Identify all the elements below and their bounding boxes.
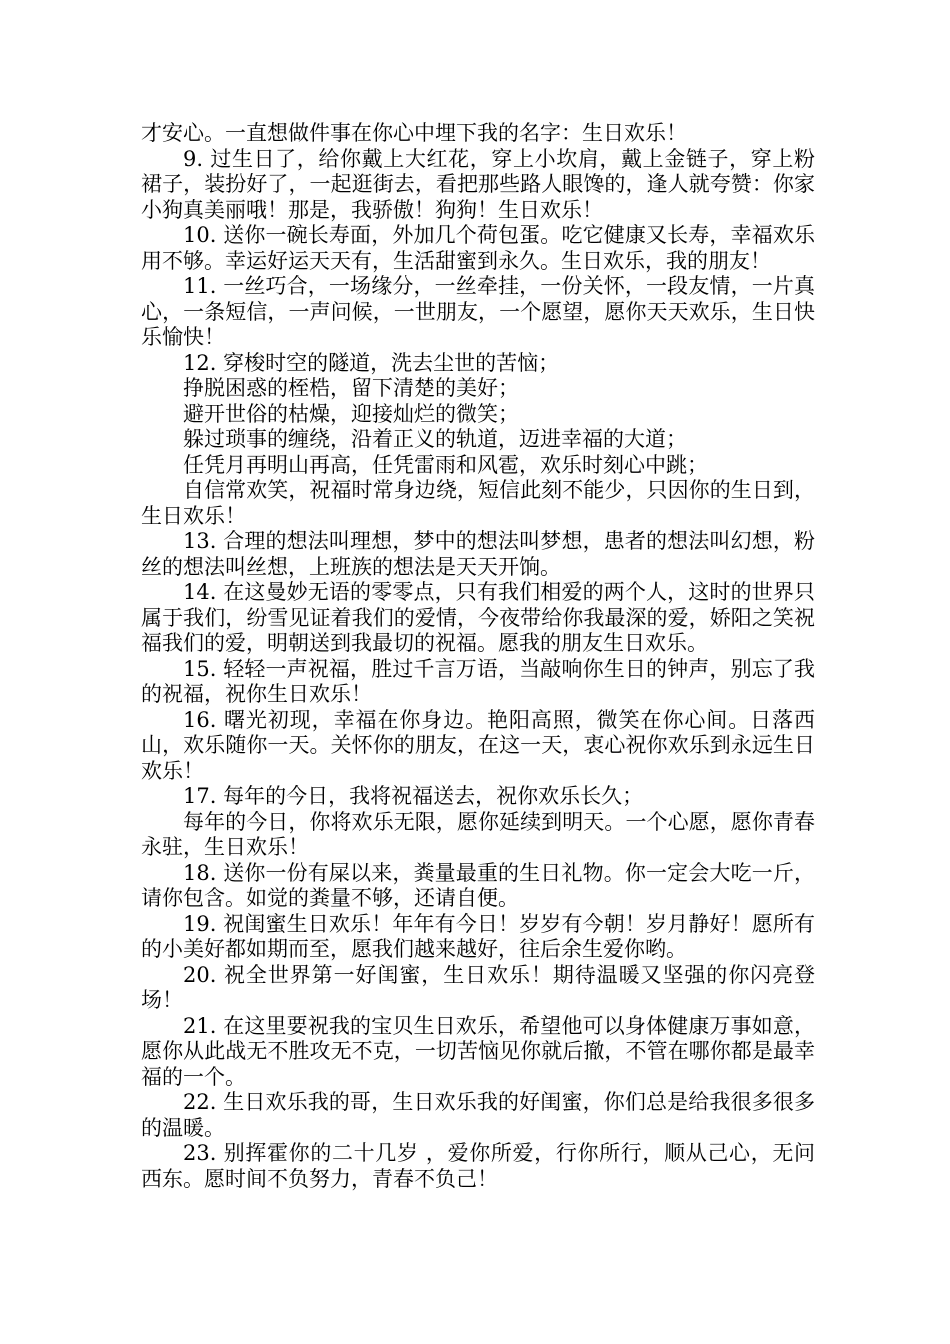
paragraph-10: 10. 送你一碗长寿面，外加几个荷包蛋。吃它健康又长寿，幸福欢乐用不够。幸运好运天天有，生活甜蜜到永久。生日欢乐，我的朋友！ xyxy=(141,223,815,273)
paragraph-12-line-2: 挣脱困惑的桎梏，留下清楚的美好； xyxy=(183,376,519,400)
paragraph-19: 19. 祝闺蜜生日欢乐！年年有今日！岁岁有今朝！岁月静好！愿所有的小美好都如期而至，愿我们越来越好，往后余生爱你哟。 xyxy=(141,911,815,961)
paragraph-14: 14. 在这曼妙无语的零零点，只有我们相爱的两个人，这时的世界只属于我们，纷雪见证着我们的爱情，今夜带给你我最深的爱，娇阳之笑祝福我们的爱，明朝送到我最切的祝福。愿我的朋友生日欢乐。 xyxy=(141,580,815,655)
paragraph-16: 16. 曙光初现，幸福在你身边。艳阳高照，微笑在你心间。日落西山，欢乐随你一天。关怀你的朋友，在这一天，衷心祝你欢乐到永远生日欢乐！ xyxy=(141,707,815,783)
paragraph-17-line-2: 每年的今日，你将欢乐无限，愿你延续到明天。一个心愿，愿你青春永驻，生日欢乐！ xyxy=(141,809,815,859)
paragraph-11: 11. 一丝巧合，一场缘分，一丝牵挂，一份关怀，一段友情，一片真心，一条短信，一声问候，一世朋友，一个愿望，愿你天天欢乐，生日快乐愉快！ xyxy=(141,274,815,349)
paragraph-13: 13. 合理的想法叫理想，梦中的想法叫梦想，患者的想法叫幻想，粉丝的想法叫丝想，上班族的想法是天天开饷。 xyxy=(141,529,815,579)
paragraph-15: 15. 轻轻一声祝福，胜过千言万语，当敲响你生日的钟声，别忘了我的祝福，祝你生日欢乐！ xyxy=(141,656,815,706)
paragraph-18: 18. 送你一份有屎以来，粪量最重的生日礼物。你一定会大吃一斤，请你包含。如觉的粪量不够，还请自便。 xyxy=(141,860,815,910)
paragraph-20: 20. 祝全世界第一好闺蜜，生日欢乐！期待温暖又坚强的你闪亮登场！ xyxy=(141,962,815,1012)
paragraph-23: 23. 别挥霍你的二十几岁 ，爱你所爱，行你所行，顺从己心，无问西东。愿时间不负努力，青春不负己！ xyxy=(141,1141,815,1191)
paragraph-22: 22. 生日欢乐我的哥，生日欢乐我的好闺蜜，你们总是给我很多很多的温暖。 xyxy=(141,1090,815,1140)
paragraph-12-line-5: 任凭月再明山再高，任凭雷雨和风雹，欢乐时刻心中跳； xyxy=(183,452,708,477)
paragraph-17-line-1: 17. 每年的今日，我将祝福送去，祝你欢乐长久； xyxy=(183,784,644,808)
paragraph-21: 21. 在这里要祝我的宝贝生日欢乐，希望他可以身体健康万事如意，愿你从此战无不胜攻无不克，一切苦恼见你就后撤，不管在哪你都是最幸福的一个。 xyxy=(141,1013,815,1089)
paragraph-continuation: 才安心。一直想做件事在你心中埋下我的名字：生日欢乐！ xyxy=(141,121,687,145)
paragraph-9: 9. 过生日了，给你戴上大红花，穿上小坎肩，戴上金链子，穿上粉裙子，装扮好了，一起逛街去，看把那些路人眼馋的，逢人就夸赞：你家小狗真美丽哦！那是，我骄傲！狗狗！生日欢乐！ xyxy=(141,146,815,222)
paragraph-12-line-3: 避开世俗的枯燥，迎接灿烂的微笑； xyxy=(183,401,519,426)
paragraph-12-line-1: 12. 穿梭时空的隧道，洗去尘世的苦恼； xyxy=(183,350,560,375)
paragraph-12-line-6: 自信常欢笑，祝福时常身边绕，短信此刻不能少，只因你的生日到，生日欢乐！ xyxy=(141,478,815,528)
paragraph-12-line-4: 躲过琐事的缠绕，沿着正义的轨道，迈进幸福的大道； xyxy=(183,427,687,451)
